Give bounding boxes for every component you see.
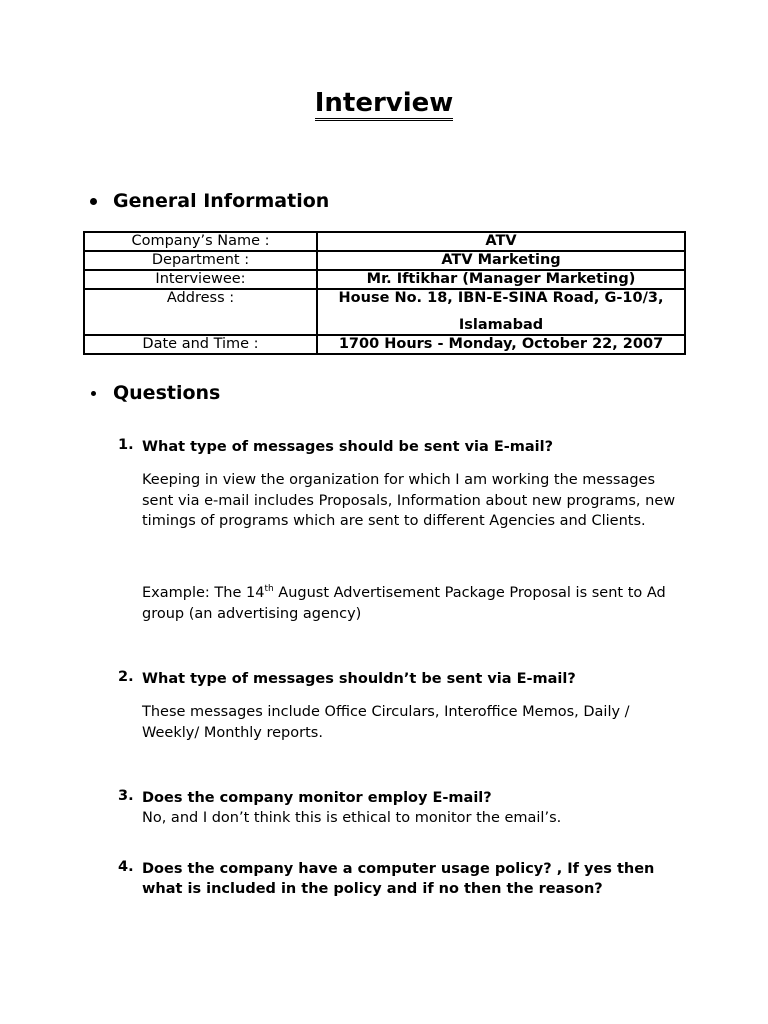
question-text: What type of messages should be sent via E-mail? bbox=[142, 439, 554, 455]
question-text: What type of messages shouldn’t be sent via E-mail? bbox=[142, 671, 576, 687]
table-row bbox=[84, 335, 685, 354]
question-4 bbox=[118, 859, 682, 899]
table-row bbox=[84, 270, 685, 289]
answer-3: No, and I don’t think this is ethical to monitor the email’s. bbox=[142, 810, 562, 826]
answer-1-example: Example: The 14th August Advertisement Package Proposal is sent to Ad group (an advertising agency) bbox=[142, 584, 666, 622]
question-number: 4. bbox=[118, 859, 134, 875]
answer-1: Keeping in view the organization for which I am working the messages sent via e-mail includes Proposals, Information about new programs, new timings of programs which are sent to different Agencies and Clients. bbox=[142, 472, 676, 529]
table-value: ATV bbox=[317, 232, 685, 251]
address-line-1: House No. 18, IBN-E-SINA Road, G-10/3, bbox=[338, 290, 664, 306]
table-label: Company’s Name : bbox=[84, 232, 317, 251]
general-information-heading: General Information bbox=[90, 190, 329, 212]
general-information-table bbox=[83, 231, 686, 355]
question-text: Does the company have a computer usage policy? , If yes then what is included in the policy and if no then the reason? bbox=[142, 861, 655, 897]
table-label: Date and Time : bbox=[84, 335, 317, 354]
table-label: Interviewee: bbox=[84, 270, 317, 289]
bullet-icon bbox=[90, 198, 97, 205]
document-title: Interview bbox=[0, 88, 768, 121]
table-value: 1700 Hours - Monday, October 22, 2007 bbox=[317, 335, 685, 354]
table-label: Department : bbox=[84, 251, 317, 270]
table-value bbox=[317, 289, 685, 335]
question-number: 1. bbox=[118, 437, 134, 453]
table-row bbox=[84, 289, 685, 335]
address-line-2: Islamabad bbox=[458, 317, 544, 333]
question-1 bbox=[118, 437, 682, 457]
table-value: Mr. Iftikhar (Manager Marketing) bbox=[317, 270, 685, 289]
table-label: Address : bbox=[84, 289, 317, 335]
question-text: Does the company monitor employ E-mail? bbox=[142, 790, 492, 806]
question-3 bbox=[118, 788, 682, 808]
questions-heading: Questions bbox=[90, 382, 220, 404]
answer-2: These messages include Office Circulars, Interoffice Memos, Daily / Weekly/ Monthly reports. bbox=[142, 704, 630, 741]
table-row bbox=[84, 251, 685, 270]
bullet-icon bbox=[91, 391, 96, 396]
question-number: 2. bbox=[118, 669, 134, 685]
table-value: ATV Marketing bbox=[317, 251, 685, 270]
question-2 bbox=[118, 669, 682, 689]
table-row bbox=[84, 232, 685, 251]
question-number: 3. bbox=[118, 788, 134, 804]
